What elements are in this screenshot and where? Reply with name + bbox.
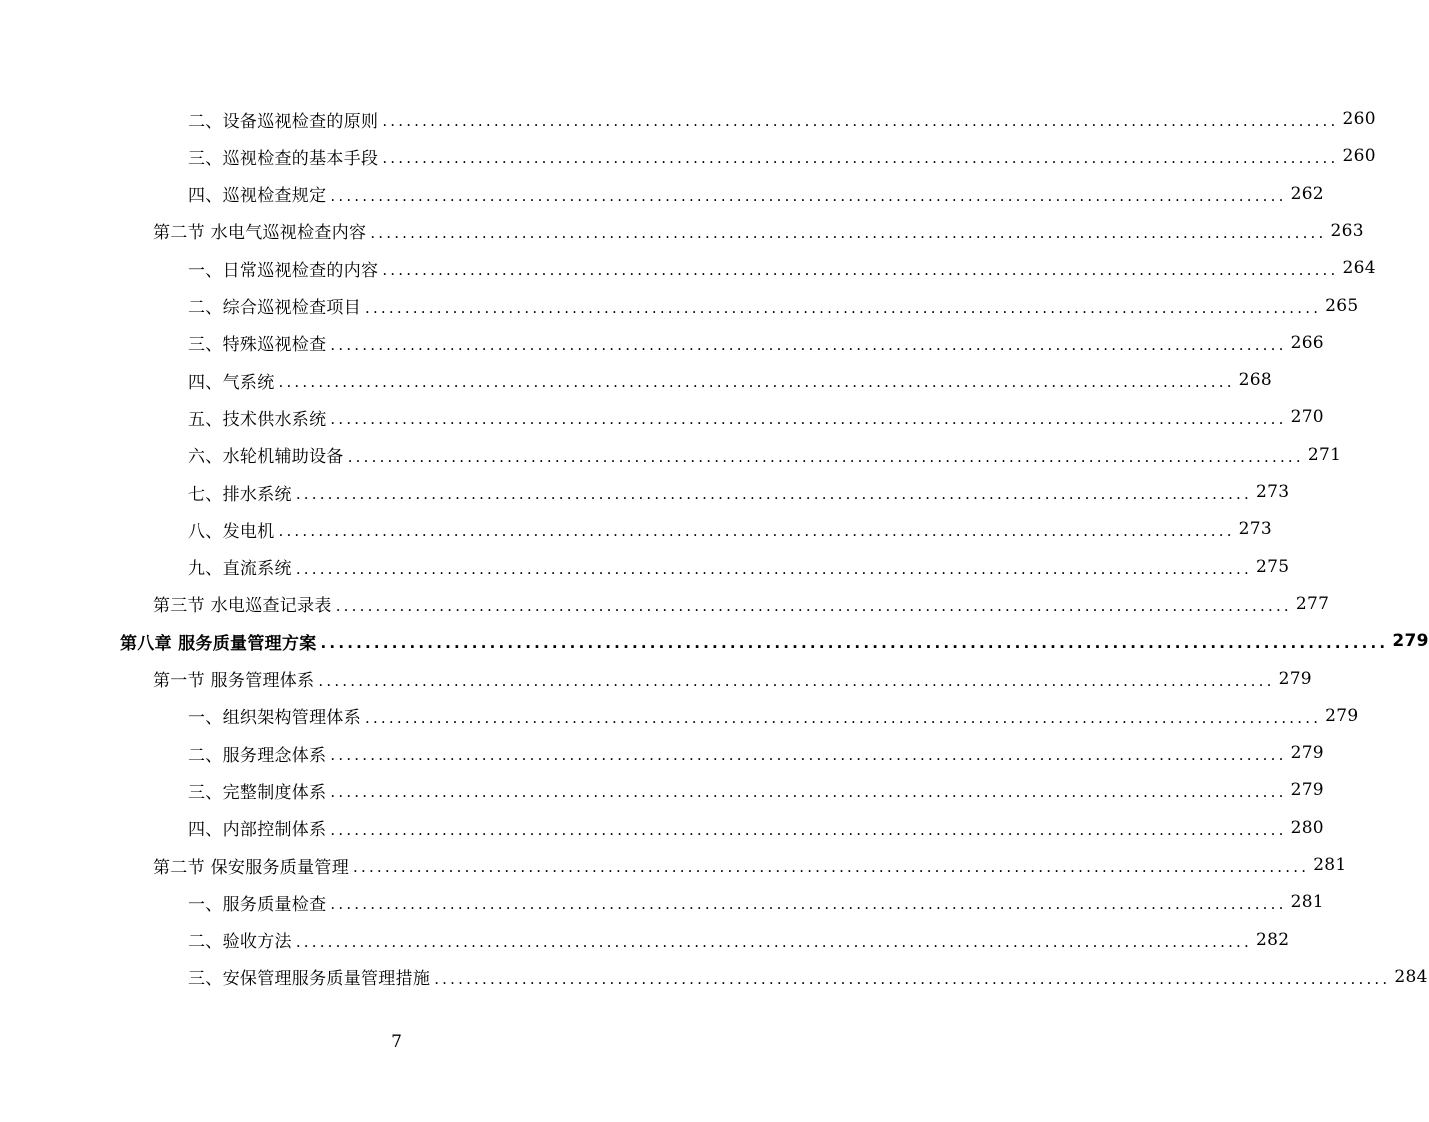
toc-entry-title: 第二节 水电气巡视检查内容 <box>153 223 367 244</box>
toc-dot-leader: ........................................................................................................................ <box>330 746 1287 765</box>
toc-dot-leader: ........................................................................................................................ <box>382 112 1339 130</box>
toc-dot-leader: ........................................................................................................................ <box>353 858 1310 876</box>
toc-entry-item[interactable] <box>188 477 1290 507</box>
toc-dot-leader: ........................................................................................................................ <box>278 373 1235 392</box>
toc-entry-page: 279 <box>1325 705 1359 726</box>
toc-dot-leader: ........................................................................................................................ <box>365 298 1322 317</box>
toc-entry-title: 八、发电机 <box>188 521 275 542</box>
toc-entry-page: 264 <box>1342 258 1376 279</box>
toc-entry-title: 七、排水系统 <box>188 484 292 505</box>
toc-entry-page: 281 <box>1313 855 1347 875</box>
toc-entry-title: 三、完整制度体系 <box>188 782 327 803</box>
toc-entry-title: 一、服务质量检查 <box>188 894 327 915</box>
toc-entry-item[interactable] <box>188 552 1290 582</box>
toc-dot-leader: ........................................................................................................................ <box>335 596 1292 615</box>
toc-entry-title: 九、直流系统 <box>188 559 292 580</box>
toc-entry-page: 279 <box>1290 780 1324 801</box>
toc-entry-title: 四、巡视检查规定 <box>188 186 327 207</box>
toc-entry-title: 三、安保管理服务质量管理措施 <box>188 969 431 990</box>
toc-entry-item[interactable] <box>188 440 1342 470</box>
toc-entry-item[interactable] <box>188 104 1376 134</box>
toc-entry-chapter[interactable] <box>120 626 1429 656</box>
toc-entry-page: 277 <box>1295 593 1330 614</box>
toc-entry-item[interactable] <box>188 813 1324 843</box>
toc-entry-page: 260 <box>1342 146 1376 167</box>
toc-entry-title: 第三节 水电巡查记录表 <box>153 596 332 617</box>
toc-dot-leader: ........................................................................................................................ <box>330 783 1287 802</box>
toc-entry-page: 279 <box>1278 668 1312 689</box>
toc-entry-page: 279 <box>1290 743 1324 764</box>
toc-entry-page: 270 <box>1290 407 1324 428</box>
toc-entry-item[interactable] <box>188 291 1359 321</box>
toc-entry-page: 273 <box>1255 482 1290 502</box>
toc-entry-page: 282 <box>1255 929 1290 950</box>
toc-entry-item[interactable] <box>188 962 1428 992</box>
toc-entry-title: 五、技术供水系统 <box>188 409 327 430</box>
toc-dot-leader: ........................................................................................................................ <box>330 186 1287 205</box>
toc-entry-page: 263 <box>1330 220 1364 241</box>
toc-entry-section[interactable] <box>153 216 1364 246</box>
toc-entry-page: 275 <box>1255 556 1290 577</box>
toc-entry-page: 260 <box>1342 109 1376 129</box>
toc-entry-page: 279 <box>1392 631 1429 652</box>
toc-entry-item[interactable] <box>188 701 1359 731</box>
toc-entry-item[interactable] <box>188 365 1273 395</box>
toc-entry-item[interactable] <box>188 179 1324 209</box>
toc-entry-section[interactable] <box>153 664 1312 694</box>
toc-dot-leader: ........................................................................................................................ <box>330 820 1287 839</box>
toc-dot-leader: ........................................................................................................................ <box>320 634 1389 653</box>
toc-entry-title: 二、服务理念体系 <box>188 745 327 766</box>
toc-entry-section[interactable] <box>153 589 1330 619</box>
toc-dot-leader: ........................................................................................................................ <box>330 410 1287 429</box>
toc-entry-title: 四、气系统 <box>188 372 275 393</box>
toc-entry-item[interactable] <box>188 738 1324 768</box>
toc-entry-item[interactable] <box>188 775 1324 805</box>
toc-entry-title: 二、设备巡视检查的原则 <box>188 111 379 132</box>
toc-entry-page: 265 <box>1325 295 1359 316</box>
toc-entry-title: 第二节 保安服务质量管理 <box>153 857 350 878</box>
toc-entry-title: 三、特殊巡视检查 <box>188 335 327 356</box>
toc-dot-leader: ........................................................................................................................ <box>370 223 1327 242</box>
toc-dot-leader: ........................................................................................................................ <box>382 261 1339 280</box>
toc-dot-leader: ........................................................................................................................ <box>295 485 1252 503</box>
toc-entry-title: 三、巡视检查的基本手段 <box>188 148 379 169</box>
toc-entry-page: 280 <box>1290 817 1324 838</box>
toc-dot-leader: ........................................................................................................................ <box>382 149 1339 168</box>
toc-entry-page: 284 <box>1394 966 1428 987</box>
toc-entry-section[interactable] <box>153 850 1347 880</box>
toc-entry-page: 262 <box>1290 183 1324 204</box>
toc-entry-item[interactable] <box>188 925 1290 955</box>
toc-entry-page: 273 <box>1238 519 1273 540</box>
toc-dot-leader: ........................................................................................................................ <box>347 447 1304 466</box>
toc-dot-leader: ........................................................................................................................ <box>295 559 1252 578</box>
toc-entry-title: 二、综合巡视检查项目 <box>188 298 361 318</box>
toc-entry-title: 四、内部控制体系 <box>188 820 327 841</box>
toc-dot-leader: ........................................................................................................................ <box>330 335 1287 354</box>
toc-dot-leader: ........................................................................................................................ <box>365 708 1322 727</box>
toc-entry-page: 281 <box>1290 892 1324 913</box>
toc-entry-item[interactable] <box>188 328 1324 358</box>
page-number: 7 <box>391 1032 402 1052</box>
toc-dot-leader: ........................................................................................................................ <box>330 895 1287 914</box>
toc-dot-leader: ........................................................................................................................ <box>295 932 1252 951</box>
toc-entry-title: 第八章 服务质量管理方案 <box>120 633 317 654</box>
toc-dot-leader: ........................................................................................................................ <box>434 969 1391 988</box>
toc-entry-item[interactable] <box>188 887 1324 917</box>
toc-entry-item[interactable] <box>188 141 1376 171</box>
toc-entry-title: 一、组织架构管理体系 <box>188 708 361 729</box>
toc-entry-item[interactable] <box>188 514 1273 544</box>
toc-entry-item[interactable] <box>188 253 1376 283</box>
toc-dot-leader: ........................................................................................................................ <box>278 522 1235 541</box>
toc-entry-page: 271 <box>1307 444 1342 465</box>
toc-entry-item[interactable] <box>188 402 1324 432</box>
toc-entry-title: 第一节 服务管理体系 <box>153 671 315 691</box>
toc-entry-title: 六、水轮机辅助设备 <box>188 447 344 468</box>
toc-dot-leader: ........................................................................................................................ <box>318 671 1275 690</box>
toc-entry-title: 一、日常巡视检查的内容 <box>188 260 379 281</box>
toc-entry-page: 266 <box>1290 332 1324 353</box>
toc-entry-page: 268 <box>1238 370 1273 391</box>
toc-entry-title: 二、验收方法 <box>188 932 292 953</box>
